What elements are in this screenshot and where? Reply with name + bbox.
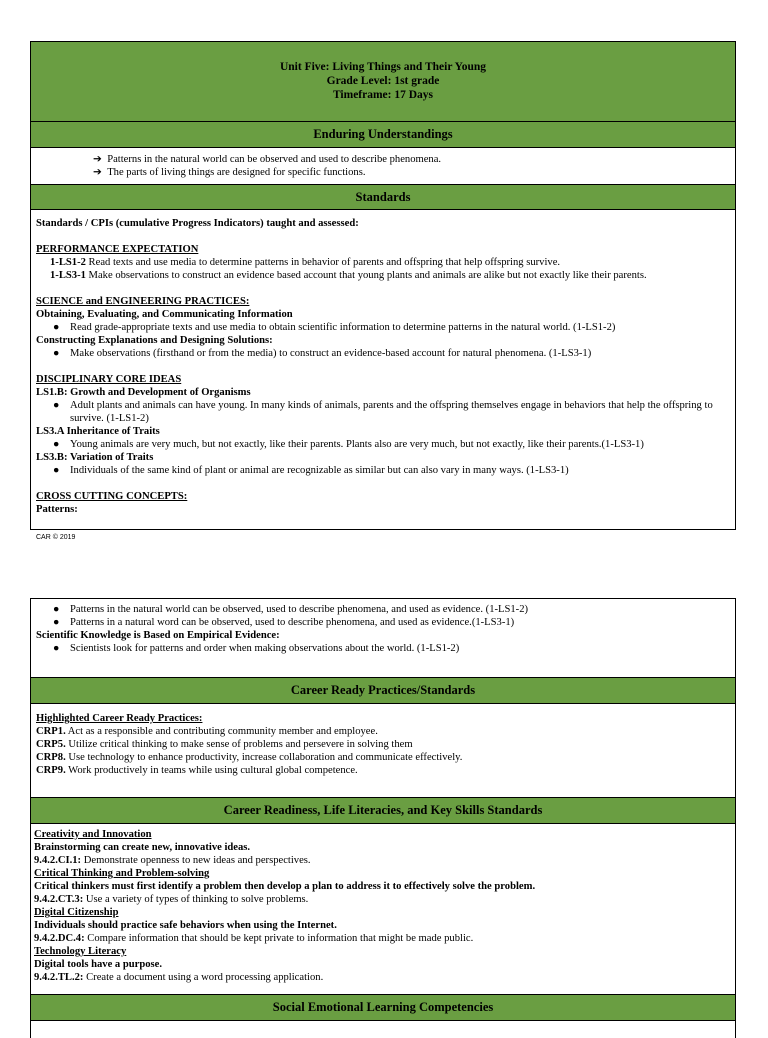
enduring-understandings-header: Enduring Understandings	[31, 122, 735, 148]
crl-group-heading: Critical Thinking and Problem-solving	[34, 868, 210, 879]
ccc-item: ● Patterns in a natural word can be observed, used to describe phenomena, and used as evidence.(1-LS3-1)	[53, 617, 515, 628]
ccc-item: ● Patterns in the natural world can be observed, used to describe phenomena, and used as evidence. (1-LS1-2)	[53, 604, 529, 615]
crl-standard: 9.4.2.CI.1: Demonstrate openness to new ideas and perspectives.	[34, 855, 311, 866]
crp-heading: Highlighted Career Ready Practices:	[36, 713, 203, 724]
bullet-icon: ●	[53, 465, 60, 476]
bullet-icon: ●	[53, 348, 60, 359]
unit-plan-table-page1	[30, 41, 736, 530]
crp-item: CRP1. Act as a responsible and contributing community member and employee.	[36, 726, 378, 737]
standards-header: Standards	[31, 184, 735, 210]
enduring-understandings-body	[31, 148, 735, 184]
ccc-subheading: Patterns:	[36, 504, 78, 515]
crp-item: CRP8. Use technology to enhance productivity, increase collaboration and communicate effectively.	[36, 752, 463, 763]
standards-body	[31, 210, 735, 516]
crl-group-statement: Digital tools have a purpose.	[34, 959, 163, 970]
arrow-icon: ➔	[93, 167, 102, 178]
sep-item: ● Read grade-appropriate texts and use media to obtain scientific information to determine patterns in the natural world. (1-LS1-2)	[53, 322, 616, 333]
unit-title: Unit Five: Living Things and Their Young	[279, 61, 486, 73]
enduring-item: ➔ The parts of living things are designed for specific functions.	[93, 167, 366, 178]
career-ready-practices-body	[31, 704, 735, 797]
cross-cutting-concepts-heading: CROSS CUTTING CONCEPTS:	[36, 491, 188, 502]
arrow-icon: ➔	[93, 154, 102, 165]
timeframe: Timeframe: 17 Days	[332, 89, 434, 101]
unit-plan-table-page2	[30, 598, 736, 1038]
social-emotional-learning-header: Social Emotional Learning Competencies	[31, 994, 735, 1021]
bullet-icon: ●	[53, 400, 60, 411]
bullet-icon: ●	[53, 439, 60, 450]
pe-item: 1-LS3-1 Make observations to construct an evidence based account that young plants and animals are alike but not exactly like their parents.	[50, 270, 647, 281]
ccc-item: ● Scientists look for patterns and order when making observations about the world. (1-LS1-2)	[53, 643, 460, 654]
dci-item: ● Individuals of the same kind of plant or animal are recognizable as similar but can also vary in many ways. (1-LS3-1)	[53, 465, 569, 476]
crp-item: CRP5. Utilize critical thinking to make sense of problems and persevere in solving them	[36, 739, 413, 750]
crl-group-statement: Brainstorming can create new, innovative ideas.	[34, 842, 251, 853]
dci-item: ● Adult plants and animals can have young. In many kinds of animals, parents and the offspring themselves engage in behaviors that help the offspring to survive. (1-LS1-2)	[53, 400, 713, 424]
crl-group-heading: Creativity and Innovation	[34, 829, 152, 840]
crl-group-heading: Technology Literacy	[34, 946, 127, 957]
performance-expectation-heading: PERFORMANCE EXPECTATION	[36, 244, 199, 255]
crl-group-statement: Individuals should practice safe behaviors when using the Internet.	[34, 920, 337, 931]
dci-subheading: LS1.B: Growth and Development of Organisms	[36, 387, 251, 398]
crl-standard: 9.4.2.DC.4: Compare information that should be kept private to information that might be made public.	[34, 933, 474, 944]
bullet-icon: ●	[53, 643, 60, 654]
bullet-icon: ●	[53, 617, 60, 628]
sep-item: ● Make observations (firsthand or from the media) to construct an evidence-based account for natural phenomena. (1-LS3-1)	[53, 348, 592, 359]
enduring-item: ➔ Patterns in the natural world can be observed and used to describe phenomena.	[93, 154, 442, 165]
crl-group-heading: Digital Citizenship	[34, 907, 119, 918]
science-engineering-practices-heading: SCIENCE and ENGINEERING PRACTICES:	[36, 296, 250, 307]
patterns-continued-body	[31, 599, 735, 677]
disciplinary-core-ideas-heading: DISCIPLINARY CORE IDEAS	[36, 374, 182, 385]
unit-title-block	[31, 42, 735, 122]
grade-level: Grade Level: 1st grade	[326, 75, 440, 87]
copyright-footer: CAR © 2019	[36, 534, 76, 541]
bullet-icon: ●	[53, 322, 60, 333]
standards-intro: Standards / CPIs (cumulative Progress Indicators) taught and assessed:	[36, 218, 359, 229]
career-ready-practices-header: Career Ready Practices/Standards	[31, 677, 735, 704]
scientific-knowledge-subheading: Scientific Knowledge is Based on Empirical Evidence:	[36, 630, 280, 641]
crp-item: CRP9. Work productively in teams while using cultural global competence.	[36, 765, 358, 776]
dci-item: ● Young animals are very much, but not exactly, like their parents. Plants also are very much, but not exactly, like their parents.(1-LS3-1)	[53, 439, 644, 450]
crl-standard: 9.4.2.CT.3: Use a variety of types of thinking to solve problems.	[34, 894, 309, 905]
career-readiness-body	[31, 824, 735, 994]
crl-standard: 9.4.2.TL.2: Create a document using a word processing application.	[34, 972, 324, 983]
pe-item: 1-LS1-2 Read texts and use media to determine patterns in behavior of parents and offspring that help offspring survive.	[50, 257, 561, 268]
bullet-icon: ●	[53, 604, 60, 615]
dci-subheading: LS3.B: Variation of Traits	[36, 452, 154, 463]
crl-group-statement: Critical thinkers must first identify a problem then develop a plan to address it to effectively solve the problem.	[34, 881, 536, 892]
sep-subheading: Constructing Explanations and Designing Solutions:	[36, 335, 273, 346]
sep-subheading: Obtaining, Evaluating, and Communicating Information	[36, 309, 293, 320]
career-readiness-life-literacies-header: Career Readiness, Life Literacies, and Key Skills Standards	[31, 797, 735, 824]
dci-subheading: LS3.A Inheritance of Traits	[36, 426, 160, 437]
